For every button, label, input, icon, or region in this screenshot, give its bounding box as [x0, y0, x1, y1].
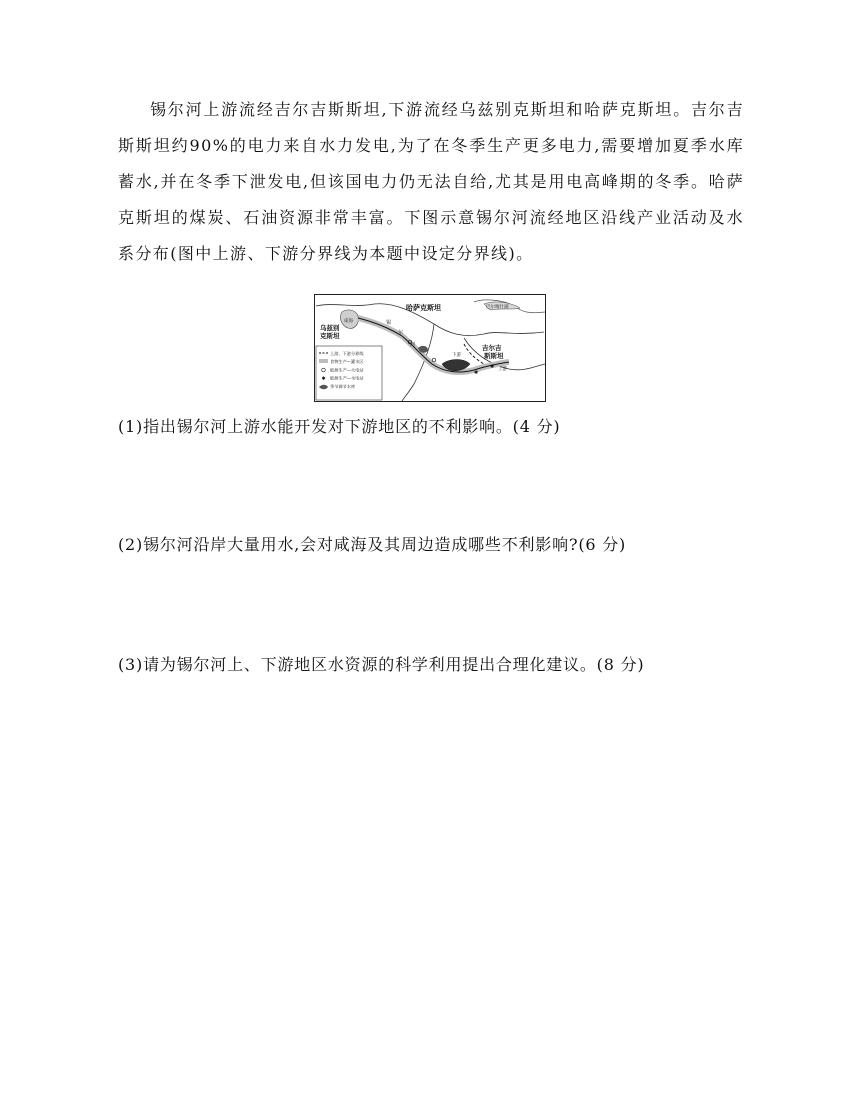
legend-boundary-label: 上游、下游分界线: [330, 351, 364, 356]
label-aral-sea: 咸海: [344, 319, 353, 324]
legend-reservoir-label: 季节调节水库: [330, 384, 356, 389]
intro-paragraph: 锡尔河上游流经吉尔吉斯斯坦,下游流经乌兹别克斯坦和哈萨克斯坦。吉尔吉斯斯坦约90%的电力来自水力发电,为了在冬季生产更多电力,需要增加夏季水库蓄水,并在冬季下泄发电,但该国电力仍无法自给,尤其是用电高峰期的冬季。哈萨克斯坦的煤炭、石油资源非常丰富。下图示意锡尔河流经地区沿线产业活动及水系分布(图中上游、下游分界线为本题中设定分界线)。: [118, 100, 744, 263]
label-upstream: 上游: [498, 367, 507, 372]
label-river-3: 河: [410, 342, 416, 348]
legend-thermal-label: 能源生产—火电站: [330, 367, 364, 373]
label-kyrgyzstan-2: 斯斯坦: [484, 352, 504, 360]
label-uzbekistan-2: 克斯坦: [320, 332, 340, 340]
legend-hydro-label: 能源生产—水电站: [330, 375, 364, 381]
label-balkhash: 巴尔喀什湖: [486, 305, 509, 310]
map-legend: [316, 346, 382, 400]
svg-text:✱: ✱: [490, 364, 495, 370]
label-kazakhstan: 哈萨克斯坦: [406, 304, 441, 312]
label-river-2: 尔: [398, 330, 404, 336]
question-3: (3)请为锡尔河上、下游地区水资源的科学利用提出合理化建议。(8 分): [118, 655, 645, 674]
label-uzbekistan-1: 乌兹别: [320, 324, 340, 332]
label-river-1: 锡: [386, 320, 392, 326]
question-2: (2)锡尔河沿岸大量用水,会对咸海及其周边造成哪些不利影响?(6 分): [118, 535, 627, 554]
label-downstream: 下游: [452, 353, 461, 358]
label-kyrgyzstan-1: 吉尔吉: [482, 344, 502, 352]
svg-text:✱: ✱: [474, 370, 479, 376]
question-1: (1)指出锡尔河上游水能开发对下游地区的不利影响。(4 分): [118, 417, 561, 436]
legend-hydro-icon: ✱: [321, 376, 326, 382]
syr-darya-map: [314, 294, 546, 402]
legend-irrigation-label: 食物生产—灌水区: [330, 359, 364, 364]
